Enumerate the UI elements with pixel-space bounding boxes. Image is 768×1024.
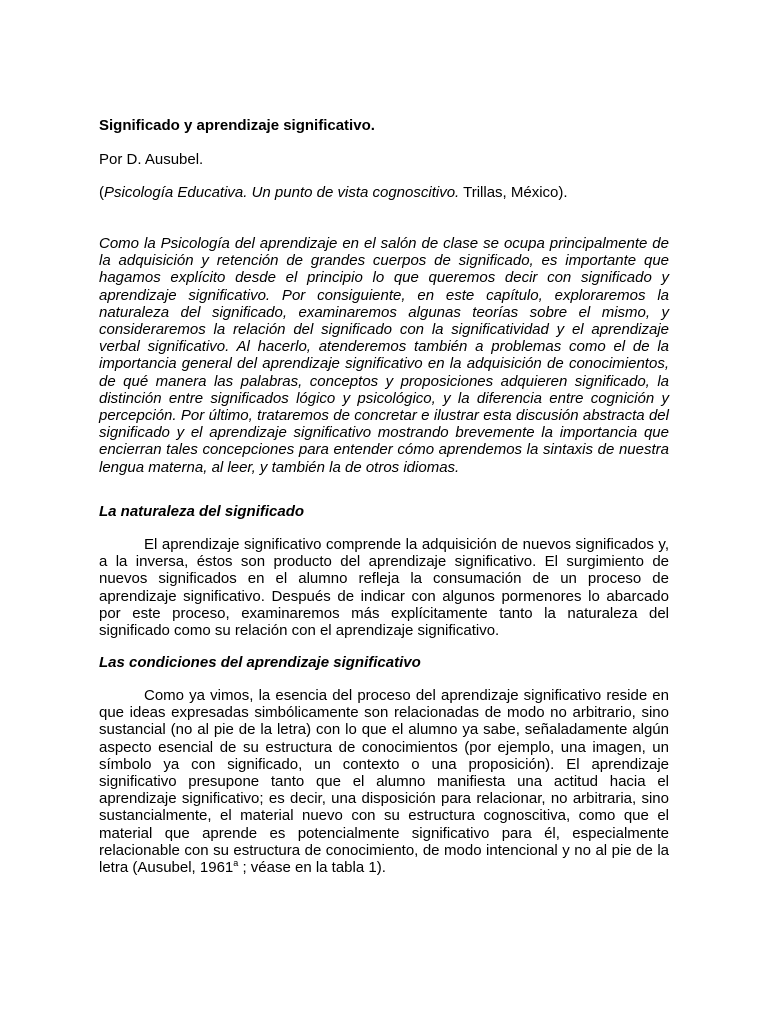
source-book-title: Psicología Educativa. Un punto de vista cognoscitivo. [104, 184, 460, 201]
document-title: Significado y aprendizaje significativo. [99, 117, 375, 134]
citation-superscript: a [233, 858, 239, 869]
paragraph-main-text: Como ya vimos, la esencia del proceso del aprendizaje significativo reside en que ideas expresadas simbólicamente son relacionadas de modo no arbitrario, sino sustancial (no al pie de la letra) con lo que el alumno ya sabe, señaladamente algún aspecto esencial de su estructura de conocimientos (por ejemplo, una imagen, un símbolo ya con significado, un contexto o una proposición). El aprendizaje significativo presupone tanto que el alumno manifiesta una actitud hacia el aprendizaje significativo; es decir, una disposición para relacionar, no arbitraria, sino sustancialmente, el material nuevo con su estructura cognoscitiva, como que el material que aprende es potencialmente significativo para él, especialmente relacionable con su estructura de conocimiento, de modo intencional y no al pie de la letra (Ausubel, 1961 [99, 687, 669, 877]
document-source [99, 184, 568, 201]
paragraph-end-text: ; véase en la tabla 1). [238, 859, 386, 877]
section-heading-condiciones: Las condiciones del aprendizaje significativo [99, 654, 421, 671]
section-paragraph-condiciones [99, 687, 669, 876]
section-paragraph-naturaleza: El aprendizaje significativo comprende la adquisición de nuevos significados y, a la inversa, éstos son producto del aprendizaje significativo. El surgimiento de nuevos significados en el alumno refleja la consumación de un proceso de aprendizaje significativo. Después de indicar con algunos pormenores lo abarcado por este proceso, examinaremos más explícitamente tanto la naturaleza del significado como su relación con el aprendizaje significativo. [99, 536, 669, 640]
intro-paragraph: Como la Psicología del aprendizaje en el salón de clase se ocupa principalmente de la adquisición y retención de grandes cuerpos de significado, es importante que hagamos explícito desde el principio lo que queremos decir con significado y aprendizaje significativo. Por consiguiente, en este capítulo, exploraremos la naturaleza del significado, examinaremos algunas teorías sobre el mismo, y consideraremos la relación del significado con la significatividad y el aprendizaje verbal significativo. Al hacerlo, atenderemos también a problemas como el de la importancia general del aprendizaje significativo en la adquisición de conocimientos, de qué manera las palabras, conceptos y proposiciones adquieren significado, la distinción entre significados lógico y psicológico, y la diferencia entre cognición y percepción. Por último, trataremos de concretar e ilustrar esta discusión abstracta del significado y el aprendizaje significativo mostrando brevemente la importancia que encierran tales concepciones para entender cómo aprendemos la sintaxis de nuestra lengua materna, al leer, y también la de otros idiomas. [99, 235, 669, 476]
source-publisher: Trillas, México). [459, 184, 568, 201]
source-open-paren: ( [99, 184, 104, 201]
section-heading-naturaleza: La naturaleza del significado [99, 503, 305, 520]
document-author: Por D. Ausubel. [99, 151, 204, 168]
